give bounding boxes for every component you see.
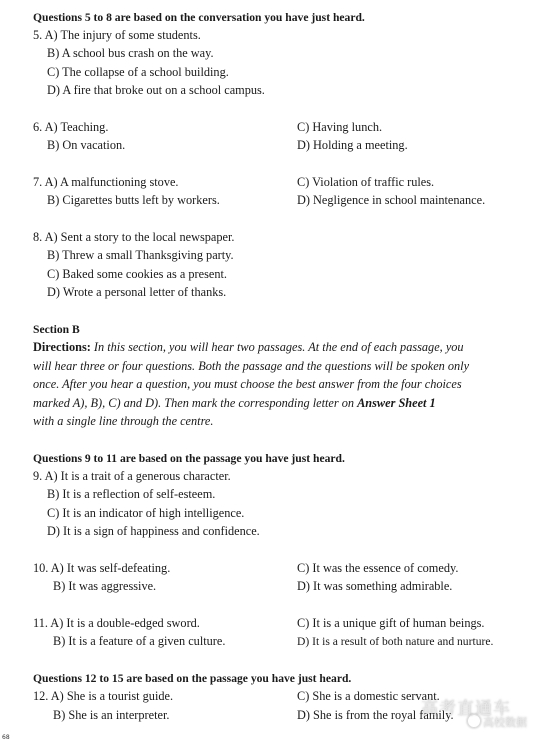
q10-option-b: B) It was aggressive. [53, 579, 157, 593]
q8-option-a: 8. A) Sent a story to the local newspaper. [33, 230, 235, 244]
heading-questions-5-8: Questions 5 to 8 are based on the conversation you have just heard. [33, 11, 365, 24]
q12-option-c: C) She is a domestic servant. [297, 689, 440, 703]
page-number: 68 [2, 734, 10, 741]
directions-line-4 [33, 396, 436, 411]
q7-option-c: C) Violation of traffic rules. [297, 175, 435, 189]
directions-text-1: In this section, you will hear two passages. At the end of each passage, you [93, 340, 464, 354]
q12-option-d: D) She is from the royal family. [297, 708, 454, 722]
q6-option-a: 6. A) Teaching. [33, 120, 109, 134]
directions-line-3: once. After you hear a question, you must choose the best answer from the four choices [33, 377, 462, 391]
directions-line-2: will hear three or four questions. Both the passage and the questions will be spoken only [33, 359, 470, 373]
q11-option-a: 11. A) It is a double-edged sword. [33, 616, 200, 630]
q7-option-b: B) Cigarettes butts left by workers. [47, 193, 220, 207]
q8-option-c: C) Baked some cookies as a present. [47, 267, 227, 281]
directions-label: Directions: [33, 340, 91, 354]
q9-option-c: C) It is an indicator of high intelligence. [47, 506, 245, 520]
section-b-title: Section B [33, 323, 80, 336]
q7-option-d: D) Negligence in school maintenance. [297, 193, 486, 207]
q6-option-b: B) On vacation. [47, 138, 126, 152]
q8-option-b: B) Threw a small Thanksgiving party. [47, 248, 234, 262]
q9-option-a: 9. A) It is a trait of a generous character. [33, 469, 231, 483]
directions-line-1 [33, 340, 464, 355]
q11-option-d: D) It is a result of both nature and nurture. [297, 635, 494, 648]
q6-option-d: D) Holding a meeting. [297, 138, 408, 152]
directions-line-5: with a single line through the centre. [33, 414, 214, 428]
answer-sheet-reference: Answer Sheet 1 [357, 396, 436, 410]
wechat-icon [467, 714, 481, 728]
q10-option-d: D) It was something admirable. [297, 579, 453, 593]
q9-option-b: B) It is a reflection of self-esteem. [47, 487, 216, 501]
watermark-title: 高考直通车 [421, 699, 511, 719]
q10-option-a: 10. A) It was self-defeating. [33, 561, 171, 575]
q7-option-a: 7. A) A malfunctioning stove. [33, 175, 179, 189]
directions-text-4: marked A), B), C) and D). Then mark the corresponding letter on [33, 396, 358, 410]
q9-option-d: D) It is a sign of happiness and confidence. [47, 524, 260, 538]
heading-questions-9-11: Questions 9 to 11 are based on the passage you have just heard. [33, 452, 345, 465]
q10-option-c: C) It was the essence of comedy. [297, 561, 459, 575]
q11-option-b: B) It is a feature of a given culture. [53, 634, 226, 648]
q5-option-d: D) A fire that broke out on a school campus. [47, 83, 265, 97]
q6-option-c: C) Having lunch. [297, 120, 383, 134]
heading-questions-12-15: Questions 12 to 15 are based on the passage you have just heard. [33, 672, 352, 685]
watermark-subtitle: 高校数据 [483, 716, 527, 729]
q12-option-b: B) She is an interpreter. [53, 708, 170, 722]
q8-option-d: D) Wrote a personal letter of thanks. [47, 285, 227, 299]
q5-option-a: 5. A) The injury of some students. [33, 28, 201, 42]
q5-option-b: B) A school bus crash on the way. [47, 46, 214, 60]
q11-option-c: C) It is a unique gift of human beings. [297, 616, 485, 630]
q5-option-c: C) The collapse of a school building. [47, 65, 229, 79]
q12-option-a: 12. A) She is a tourist guide. [33, 689, 174, 703]
